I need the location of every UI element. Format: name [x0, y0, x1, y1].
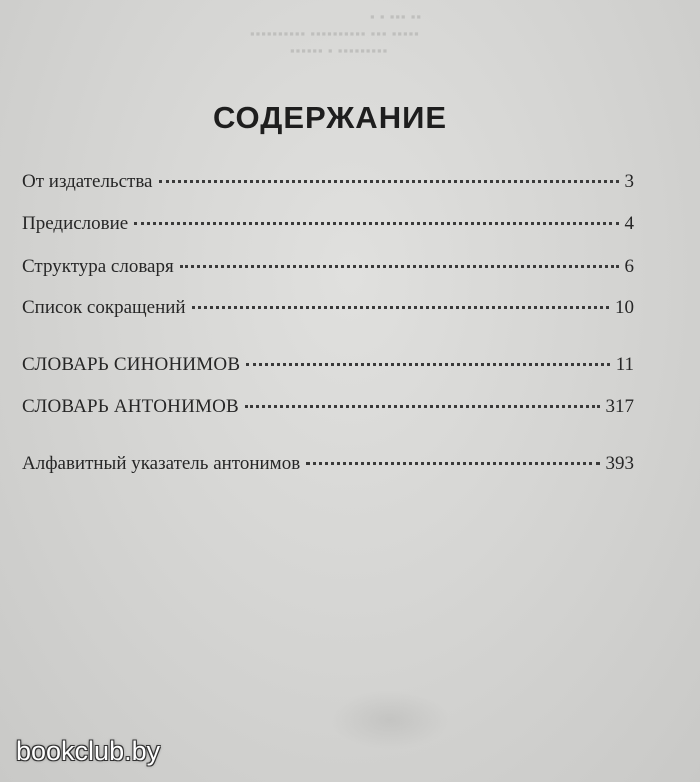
dot-leader: [159, 180, 619, 183]
toc-entry-label: СЛОВАРЬ АНТОНИМОВ: [22, 396, 239, 417]
toc-entry-label: Предисловие: [22, 213, 129, 234]
dot-leader: [246, 363, 610, 366]
dot-leader: [306, 462, 599, 465]
toc-entry-structure[interactable]: [22, 255, 634, 279]
toc-entry-page: 317: [605, 396, 634, 417]
toc-entry-page: 393: [605, 453, 634, 474]
toc-entry-page: 10: [615, 297, 634, 318]
toc-entry-label: Алфавитный указатель антонимов: [22, 453, 301, 474]
contents-heading: СОДЕРЖАНИЕ: [212, 100, 448, 135]
paper-smudge: [330, 690, 450, 750]
toc-entry-label: Список сокращений: [22, 297, 186, 318]
dot-leader: [134, 222, 618, 225]
toc-entry-page: 4: [624, 213, 634, 234]
show-through-text: ▪ ▪ ▪▪▪ ▪▪ ▪▪▪▪▪▪▪▪▪▪ ▪▪▪▪▪▪▪▪▪▪ ▪▪▪ ▪▪▪▪▪ ▪▪▪▪▪▪ ▪ ▪▪▪▪▪▪▪▪▪: [250, 9, 423, 58]
toc-entry-label: От издательства: [22, 171, 153, 192]
toc-entry-antonym-index[interactable]: [22, 452, 634, 476]
toc-entry-abbreviations[interactable]: [22, 296, 634, 320]
toc-entry-page: 6: [624, 256, 634, 277]
toc-entry-page: 11: [615, 354, 634, 375]
dot-leader: [245, 405, 600, 408]
toc-entry-page: 3: [624, 171, 634, 192]
toc-entry-antonyms[interactable]: [22, 395, 634, 419]
toc-entry-label: Структура словаря: [22, 256, 174, 277]
dot-leader: [180, 265, 619, 268]
toc-entry-synonyms[interactable]: [22, 353, 634, 377]
site-watermark: bookclub.by: [16, 736, 161, 766]
toc-entry-label: СЛОВАРЬ СИНОНИМОВ: [22, 354, 241, 375]
dot-leader: [192, 306, 609, 309]
toc-entry-preface[interactable]: [22, 212, 634, 236]
toc-entry-publisher[interactable]: [22, 170, 634, 194]
